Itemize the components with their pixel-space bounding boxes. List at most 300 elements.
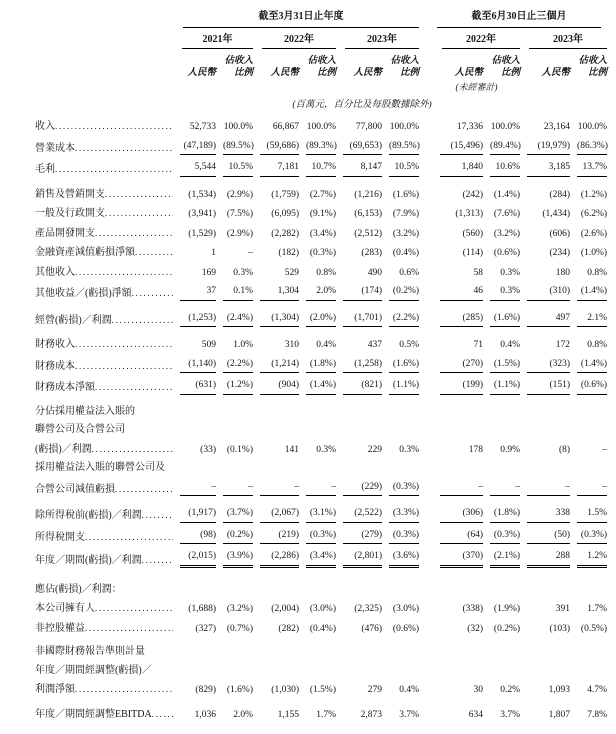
- value-cell: (174): [336, 282, 382, 304]
- value-cell: (1,434): [542, 209, 571, 219]
- row-label: 經營(虧損)／利潤 .....: [35, 304, 173, 331]
- value-cell: 100.0%: [490, 122, 521, 132]
- value-cell: 509: [201, 340, 216, 350]
- row-label: 金融資產減值虧損淨額 .....: [35, 243, 173, 263]
- value-cell: (1.4%): [299, 376, 336, 398]
- dot-leader: [75, 266, 173, 279]
- dot-leader: [105, 207, 173, 220]
- value-cell: (219): [253, 526, 299, 548]
- column-gap: [419, 263, 433, 283]
- value-cell: 1,840: [433, 158, 483, 180]
- value-cell: (0.7%): [226, 623, 253, 634]
- value-cell: 100.0%: [223, 122, 253, 132]
- value-cell: (3.2%): [226, 604, 253, 614]
- value-cell: 100.0%: [306, 122, 336, 132]
- value-cell: 229: [367, 444, 382, 455]
- value-cell: (1,313): [455, 209, 484, 219]
- column-gap: [419, 478, 433, 500]
- value-cell: 169: [201, 267, 216, 278]
- value-cell: (3.0%): [309, 604, 336, 614]
- dot-leader: [115, 483, 173, 496]
- value-cell: 1.2%: [570, 547, 607, 571]
- value-cell: (32): [467, 623, 484, 634]
- column-gap: [419, 599, 433, 619]
- section-header-row: [35, 571, 607, 600]
- value-cell: (19,979): [520, 137, 570, 159]
- value-cell: –: [520, 478, 570, 500]
- value-cell: 288: [520, 547, 570, 571]
- value-cell: (279): [336, 526, 382, 548]
- value-cell: (59,686): [253, 137, 299, 159]
- value-cell: 180: [555, 267, 571, 278]
- table-row: [35, 158, 607, 180]
- value-cell: 8,147: [336, 158, 382, 180]
- value-cell: 1: [211, 248, 216, 258]
- value-cell: 71: [473, 340, 484, 350]
- dot-leader: [75, 360, 173, 373]
- value-cell: (0.4%): [392, 248, 420, 258]
- value-cell: (6,095): [271, 209, 299, 219]
- table-row: [35, 499, 607, 526]
- row-label: 產品開發開支 .....: [35, 224, 173, 244]
- value-cell: 0.4%: [316, 340, 336, 350]
- value-cell: (7.9%): [392, 209, 420, 219]
- column-gap: [419, 204, 433, 224]
- value-cell: 1.0%: [233, 340, 253, 350]
- value-cell: (103): [549, 623, 571, 634]
- value-cell: 0.3%: [316, 444, 336, 455]
- value-cell: (1.4%): [570, 355, 607, 377]
- value-cell: (0.3%): [382, 526, 419, 548]
- dot-leader: [55, 163, 173, 176]
- value-cell: (2,015): [173, 547, 216, 571]
- row-label: 年度／期間(虧損)／利潤 .....: [35, 547, 173, 571]
- value-cell: (15,496): [433, 137, 483, 159]
- value-cell: (1.6%): [483, 304, 520, 331]
- row-label: 所得稅開支 .....: [35, 526, 173, 548]
- value-cell: (3.2%): [392, 228, 420, 239]
- value-cell: –: [433, 478, 483, 500]
- row-label: 分佔採用權益法入賬的: [35, 405, 135, 417]
- value-cell: –: [253, 478, 299, 500]
- value-cell: 3.7%: [500, 709, 521, 720]
- row-label: 採用權益法入賬的聯營公司及: [35, 462, 165, 473]
- dot-leader: [142, 509, 173, 522]
- column-gap: [419, 330, 433, 355]
- value-cell: (2,801): [336, 547, 382, 571]
- value-cell: (829): [195, 685, 216, 695]
- dot-leader: [105, 188, 173, 201]
- value-cell: –: [216, 478, 253, 500]
- value-cell: (1.8%): [299, 355, 336, 377]
- value-cell: (1,529): [188, 228, 216, 239]
- year-header-2022-q: 2022年: [442, 28, 520, 50]
- row-label: 本公司擁有人 .....: [35, 599, 173, 619]
- value-cell: 10.7%: [299, 158, 336, 180]
- table-row: [35, 263, 607, 283]
- value-cell: (69,653): [336, 137, 382, 159]
- table-row: [35, 526, 607, 548]
- value-cell: (306): [433, 499, 483, 526]
- value-cell: 4.7%: [587, 685, 608, 695]
- dot-leader: [55, 120, 173, 133]
- value-cell: 0.9%: [500, 444, 521, 455]
- units-note: (百萬元，百分比及每股數據除外): [292, 99, 432, 110]
- value-cell: (2.7%): [309, 189, 336, 200]
- row-label: 利潤淨額 .....: [35, 680, 173, 700]
- pct-column-header: 佔收入 比例: [307, 56, 336, 78]
- column-gap: [419, 700, 433, 725]
- column-gap: [419, 376, 433, 398]
- table-row: [35, 282, 607, 304]
- value-cell: –: [173, 478, 216, 500]
- year-header-2021: 2021年: [182, 28, 253, 50]
- row-label: 營業成本 .....: [35, 137, 173, 159]
- value-cell: 0.4%: [500, 340, 521, 350]
- value-cell: (2.2%): [382, 304, 419, 331]
- value-cell: (2.6%): [580, 228, 608, 239]
- pct-column-header: 佔收入 比例: [578, 56, 608, 78]
- value-cell: (338): [462, 604, 484, 614]
- column-gap: [419, 158, 433, 180]
- value-cell: (282): [278, 623, 299, 634]
- value-cell: (3.1%): [299, 499, 336, 526]
- value-cell: (7.5%): [226, 209, 253, 219]
- value-cell: (2,512): [354, 228, 382, 239]
- value-cell: (64): [433, 526, 483, 548]
- value-cell: 5,544: [173, 158, 216, 180]
- column-gap: [419, 355, 433, 377]
- value-cell: 17,336: [456, 122, 484, 132]
- value-cell: (0.1%): [226, 444, 253, 455]
- value-cell: 338: [520, 499, 570, 526]
- table-row: [35, 440, 607, 460]
- value-cell: 37: [173, 282, 216, 304]
- column-gap: [419, 137, 433, 159]
- value-cell: (3.9%): [216, 547, 253, 571]
- row-label: 年度／期間經調整EBITDA .....: [35, 700, 173, 725]
- value-cell: 0.1%: [216, 282, 253, 304]
- value-cell: (98): [173, 526, 216, 548]
- value-cell: 0.6%: [399, 267, 420, 278]
- value-cell: 10.5%: [382, 158, 419, 180]
- pct-column-header: 佔收入 比例: [491, 56, 521, 78]
- rmb-column-header: 人民幣: [541, 67, 571, 78]
- value-cell: (310): [520, 282, 570, 304]
- table-row: [35, 700, 607, 725]
- value-cell: 529: [284, 267, 299, 278]
- year-header-2023-q: 2023年: [529, 28, 607, 50]
- value-cell: (89.4%): [483, 137, 520, 159]
- column-gap: [419, 180, 433, 205]
- value-cell: (3,941): [188, 209, 216, 219]
- value-cell: (283): [361, 248, 382, 258]
- value-cell: 100.0%: [389, 122, 420, 132]
- value-cell: (89.5%): [382, 137, 419, 159]
- value-cell: 1,155: [277, 709, 299, 720]
- value-cell: (284): [549, 189, 571, 200]
- value-cell: (242): [462, 189, 484, 200]
- value-cell: (1.0%): [580, 248, 608, 258]
- value-cell: 1,093: [548, 685, 571, 695]
- table-row: [35, 137, 607, 159]
- value-cell: (2,522): [336, 499, 382, 526]
- value-cell: (6,153): [354, 209, 382, 219]
- column-gap: [419, 6, 433, 28]
- value-cell: 3,185: [520, 158, 570, 180]
- dot-leader: [75, 338, 173, 351]
- table-row-label-line: [35, 421, 607, 440]
- year-header-row: [35, 28, 607, 50]
- table-row: [35, 330, 607, 355]
- value-cell: (1.2%): [580, 189, 608, 200]
- value-cell: (7.6%): [493, 209, 521, 219]
- value-cell: –: [602, 444, 608, 455]
- value-cell: 77,800: [355, 122, 382, 132]
- value-cell: 437: [367, 340, 382, 350]
- value-cell: 0.3%: [233, 267, 253, 278]
- table-row: [35, 547, 607, 571]
- value-cell: (270): [433, 355, 483, 377]
- row-label: 合營公司減值虧損 .....: [35, 478, 173, 500]
- value-cell: 100.0%: [577, 122, 608, 132]
- column-gap: [419, 117, 433, 137]
- value-cell: (0.3%): [299, 526, 336, 548]
- value-cell: 634: [468, 709, 484, 720]
- value-cell: (606): [549, 228, 571, 239]
- value-cell: (285): [433, 304, 483, 331]
- value-cell: 1.7%: [587, 604, 608, 614]
- row-label: 銷售及營銷開支 .....: [35, 180, 173, 205]
- financial-table-body: [35, 117, 607, 724]
- value-cell: 172: [555, 340, 571, 350]
- value-cell: 1,036: [194, 709, 216, 720]
- value-cell: (323): [520, 355, 570, 377]
- value-cell: (86.3%): [570, 137, 607, 159]
- value-cell: 0.3%: [399, 444, 420, 455]
- dot-leader: [142, 554, 173, 567]
- row-label: 應佔(虧損)／利潤：: [35, 583, 122, 595]
- value-cell: (821): [336, 376, 382, 398]
- value-cell: (0.2%): [493, 623, 521, 634]
- rmb-column-header: 人民幣: [270, 67, 299, 78]
- value-cell: 2,873: [360, 709, 382, 720]
- table-row: [35, 619, 607, 639]
- value-cell: (3.4%): [309, 228, 336, 239]
- value-cell: (0.3%): [382, 478, 419, 500]
- column-gap: [419, 619, 433, 639]
- column-gap: [419, 680, 433, 700]
- value-cell: (1,701): [336, 304, 382, 331]
- value-cell: 10.6%: [483, 158, 520, 180]
- value-cell: (2,325): [354, 604, 382, 614]
- dot-leader: [85, 622, 173, 635]
- value-cell: (1.1%): [483, 376, 520, 398]
- value-cell: (1,534): [188, 189, 216, 200]
- table-row: [35, 204, 607, 224]
- dot-leader: [152, 708, 173, 721]
- column-gap: [419, 224, 433, 244]
- row-label: 財務成本 .....: [35, 355, 173, 377]
- value-cell: (3.7%): [216, 499, 253, 526]
- value-cell: 0.3%: [483, 282, 520, 304]
- value-cell: 58: [473, 267, 484, 278]
- value-cell: (0.3%): [570, 526, 607, 548]
- value-cell: 497: [520, 304, 570, 331]
- value-cell: (0.6%): [392, 623, 420, 634]
- row-label: 非國際財務報告準則計量: [35, 646, 145, 657]
- value-cell: (3.2%): [493, 228, 521, 239]
- rmb-column-header: 人民幣: [454, 67, 484, 78]
- value-cell: –: [483, 478, 520, 500]
- value-cell: 0.8%: [316, 267, 336, 278]
- value-cell: (3.6%): [382, 547, 419, 571]
- value-cell: (1.5%): [483, 355, 520, 377]
- pct-column-header: 佔收入 比例: [390, 56, 420, 78]
- value-cell: (2.9%): [226, 228, 253, 239]
- value-cell: 10.5%: [216, 158, 253, 180]
- value-cell: (182): [278, 248, 299, 258]
- value-cell: (199): [433, 376, 483, 398]
- dot-leader: [85, 531, 173, 544]
- value-cell: 2.0%: [233, 709, 253, 720]
- value-cell: (114): [462, 248, 484, 258]
- period-header-row: [35, 6, 607, 28]
- dot-leader: [75, 683, 173, 696]
- value-cell: 7,181: [253, 158, 299, 180]
- table-row-label-line: [35, 459, 607, 478]
- value-cell: (0.6%): [570, 376, 607, 398]
- value-cell: (1,917): [173, 499, 216, 526]
- value-cell: 7.8%: [587, 709, 608, 720]
- dot-leader: [95, 602, 173, 615]
- value-cell: (1,759): [271, 189, 299, 200]
- table-header: [35, 6, 607, 117]
- period-header-quarter: 截至6月30日止三個月: [437, 6, 601, 28]
- value-cell: (1.2%): [216, 376, 253, 398]
- year-header-2022: 2022年: [262, 28, 336, 50]
- value-cell: 0.3%: [500, 267, 521, 278]
- dot-leader: [92, 443, 173, 456]
- row-label: 其他收益／(虧損)淨額 .....: [35, 282, 173, 304]
- table-row: [35, 680, 607, 700]
- subcolumn-header-row: [35, 49, 607, 79]
- value-cell: 46: [433, 282, 483, 304]
- value-cell: (1.6%): [392, 189, 420, 200]
- value-cell: 0.4%: [399, 685, 420, 695]
- units-note-row: [35, 94, 607, 118]
- value-cell: (8): [558, 444, 571, 455]
- value-cell: (2,282): [271, 228, 299, 239]
- value-cell: (89.3%): [299, 137, 336, 159]
- value-cell: 1.5%: [570, 499, 607, 526]
- column-gap: [419, 526, 433, 548]
- value-cell: 178: [468, 444, 484, 455]
- row-label: 其他收入 .....: [35, 263, 173, 283]
- value-cell: (1.5%): [309, 685, 336, 695]
- value-cell: 0.5%: [399, 340, 420, 350]
- value-cell: (3.4%): [299, 547, 336, 571]
- row-label: 年度／期間經調整(虧損)／: [35, 664, 152, 676]
- rmb-column-header: 人民幣: [187, 67, 216, 78]
- value-cell: (1.6%): [382, 355, 419, 377]
- value-cell: (1,304): [253, 304, 299, 331]
- value-cell: 2.1%: [570, 304, 607, 331]
- table-row-label-line: [35, 662, 607, 681]
- table-row: [35, 117, 607, 137]
- value-cell: 391: [555, 604, 571, 614]
- value-cell: (33): [200, 444, 216, 455]
- value-cell: (0.2%): [382, 282, 419, 304]
- value-cell: 52,733: [189, 122, 216, 132]
- value-cell: 3.7%: [399, 709, 420, 720]
- value-cell: (904): [253, 376, 299, 398]
- table-row: [35, 304, 607, 331]
- column-gap: [419, 243, 433, 263]
- column-gap: [419, 499, 433, 526]
- value-cell: (0.5%): [580, 623, 608, 634]
- table-row: [35, 599, 607, 619]
- value-cell: (1.1%): [382, 376, 419, 398]
- value-cell: (3.3%): [382, 499, 419, 526]
- value-cell: (234): [549, 248, 571, 258]
- value-cell: (1.4%): [493, 189, 521, 200]
- value-cell: (1,258): [336, 355, 382, 377]
- value-cell: (0.3%): [483, 526, 520, 548]
- value-cell: 2.0%: [299, 282, 336, 304]
- value-cell: (1.9%): [493, 604, 521, 614]
- value-cell: 30: [473, 685, 484, 695]
- value-cell: 0.8%: [587, 340, 608, 350]
- unaudited-note: (未經審計): [455, 82, 498, 92]
- value-cell: (1,140): [173, 355, 216, 377]
- value-cell: (0.6%): [493, 248, 521, 258]
- row-label: 除所得稅前(虧損)／利潤 .....: [35, 499, 173, 526]
- value-cell: –: [248, 248, 253, 258]
- column-gap: [419, 282, 433, 304]
- value-cell: (89.5%): [216, 137, 253, 159]
- value-cell: (3.0%): [392, 604, 420, 614]
- table-row: [35, 478, 607, 500]
- value-cell: –: [570, 478, 607, 500]
- table-row-label-line: [35, 398, 607, 422]
- value-cell: (370): [433, 547, 483, 571]
- value-cell: 141: [284, 444, 299, 455]
- value-cell: (631): [173, 376, 216, 398]
- value-cell: (151): [520, 376, 570, 398]
- value-cell: (2,067): [253, 499, 299, 526]
- dot-leader: [95, 227, 173, 240]
- value-cell: 0.2%: [500, 685, 521, 695]
- value-cell: 13.7%: [570, 158, 607, 180]
- dot-leader: [95, 381, 173, 394]
- value-cell: (50): [520, 526, 570, 548]
- value-cell: (0.4%): [309, 623, 336, 634]
- value-cell: (560): [462, 228, 484, 239]
- column-gap: [419, 304, 433, 331]
- value-cell: (1.4%): [570, 282, 607, 304]
- value-cell: (1.6%): [226, 685, 253, 695]
- value-cell: 1,807: [548, 709, 571, 720]
- value-cell: (2.0%): [299, 304, 336, 331]
- pct-column-header: 佔收入 比例: [224, 56, 253, 78]
- value-cell: (1,214): [253, 355, 299, 377]
- row-label: 毛利 .....: [35, 158, 173, 180]
- value-cell: (1,688): [188, 604, 216, 614]
- table-row: [35, 355, 607, 377]
- column-gap: [419, 547, 433, 571]
- row-label: 非控股權益 .....: [35, 619, 173, 639]
